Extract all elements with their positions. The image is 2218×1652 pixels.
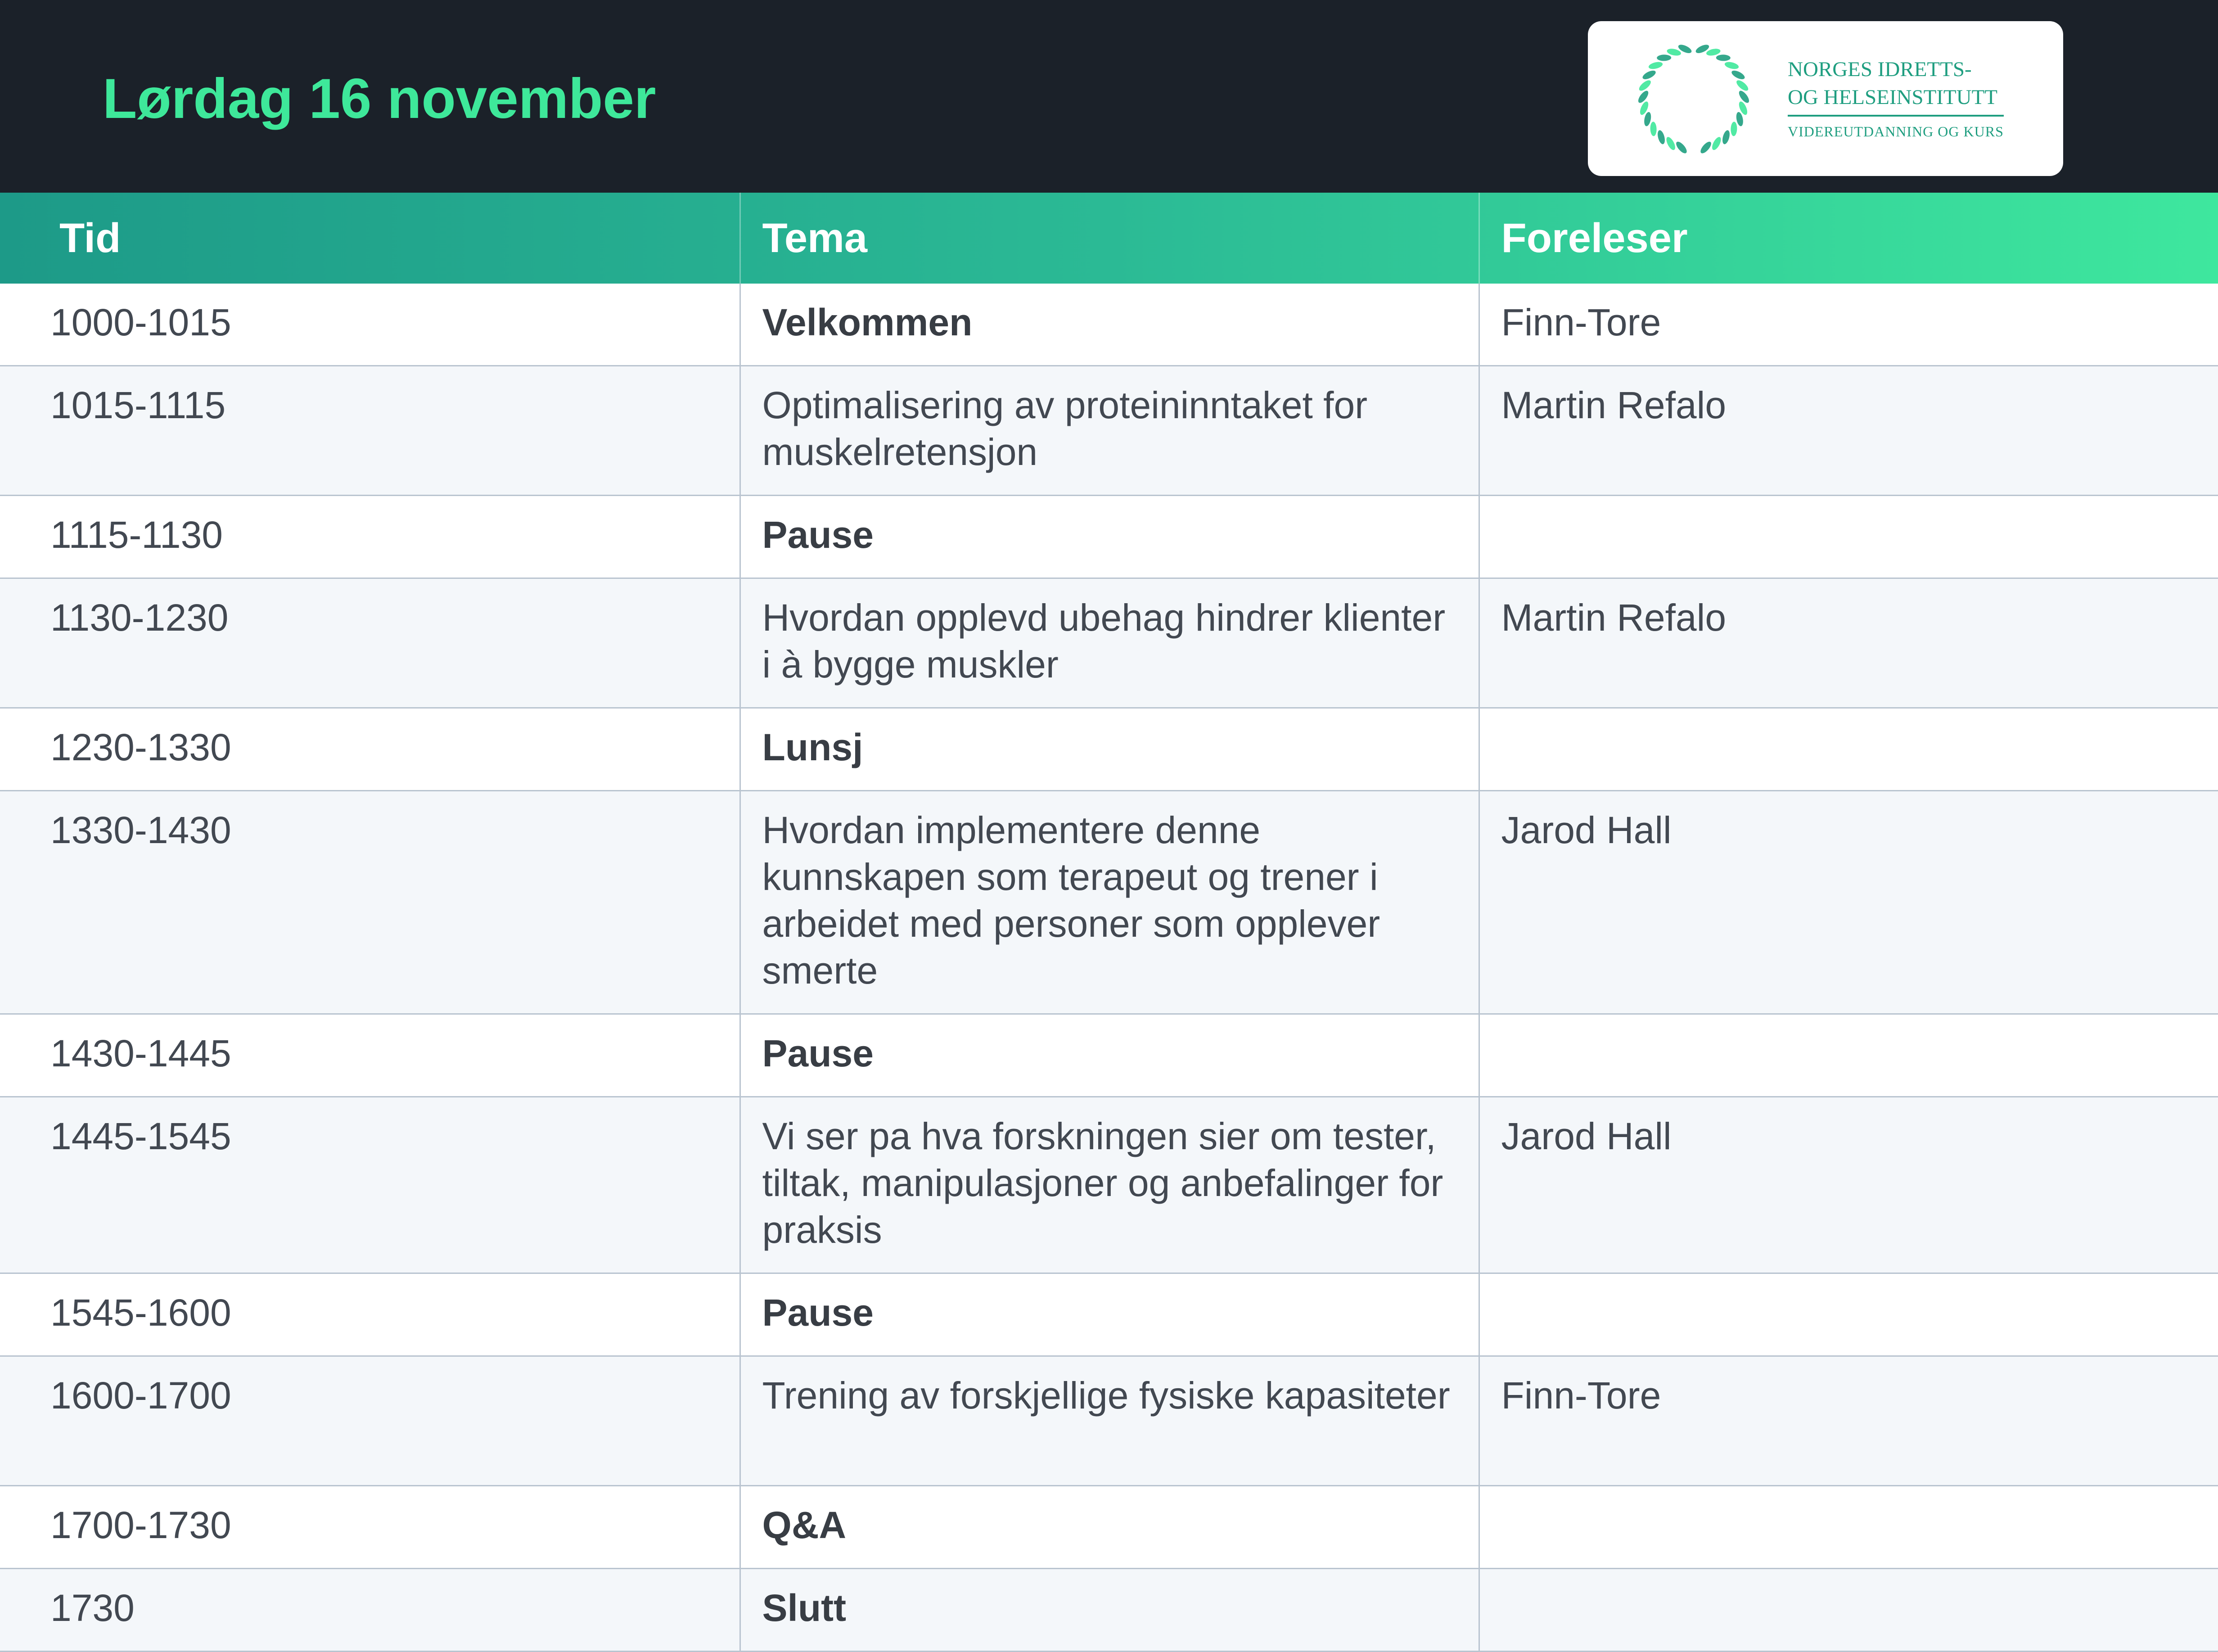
table-row: [0, 1097, 2218, 1273]
cell-tema: Pause: [740, 495, 1479, 578]
logo-line1: NORGES IDRETTS-: [1788, 58, 1972, 81]
cell-tema: Lunsj: [740, 708, 1479, 790]
cell-foreleser: Jarod Hall: [1479, 1097, 2218, 1273]
cell-tema: Q&A: [740, 1485, 1479, 1568]
cell-tid: 1330-1430: [0, 790, 740, 1014]
cell-foreleser: Finn-Tore: [1479, 1356, 2218, 1485]
cell-foreleser: Martin Refalo: [1479, 578, 2218, 708]
table-row: [0, 284, 2218, 366]
table-row: [0, 578, 2218, 708]
cell-tema: Pause: [740, 1273, 1479, 1356]
cell-tid: 1115-1130: [0, 495, 740, 578]
cell-foreleser: [1479, 1485, 2218, 1568]
cell-foreleser: Jarod Hall: [1479, 790, 2218, 1014]
table-row: [0, 366, 2218, 495]
cell-tid: 1730: [0, 1568, 740, 1651]
cell-tema: Vi ser pa hva forskningen sier om tester, tiltak, manipulasjoner og anbefalinger for praksis: [740, 1097, 1479, 1273]
column-header-tema: Tema: [740, 193, 1479, 284]
table-row: [0, 495, 2218, 578]
cell-tid: 1600-1700: [0, 1356, 740, 1485]
cell-foreleser: Finn-Tore: [1479, 284, 2218, 366]
schedule-table: [0, 193, 2218, 1652]
cell-tema: Trening av forskjellige fysiske kapasiteter: [740, 1356, 1479, 1485]
cell-foreleser: [1479, 1014, 2218, 1097]
column-header-tid: Tid: [0, 193, 740, 284]
table-row: [0, 790, 2218, 1014]
table-row: [0, 1568, 2218, 1651]
cell-tid: 1130-1230: [0, 578, 740, 708]
table-row: [0, 1356, 2218, 1485]
table-row: [0, 1273, 2218, 1356]
cell-tid: 1430-1445: [0, 1014, 740, 1097]
cell-tid: 1000-1015: [0, 284, 740, 366]
cell-tema: Velkommen: [740, 284, 1479, 366]
column-header-foreleser: Foreleser: [1501, 215, 1688, 261]
logo-line2: OG HELSEINSTITUTT: [1788, 83, 2004, 117]
cell-tid: 1545-1600: [0, 1273, 740, 1356]
cell-tid: 1230-1330: [0, 708, 740, 790]
table-row: [0, 1485, 2218, 1568]
cell-tema: Slutt: [740, 1568, 1479, 1651]
cell-tema: Hvordan opplevd ubehag hindrer klienter i à bygge muskler: [740, 578, 1479, 708]
cell-foreleser: [1479, 1568, 2218, 1651]
cell-tid: 1445-1545: [0, 1097, 740, 1273]
cell-foreleser: Martin Refalo: [1479, 366, 2218, 495]
cell-tema: Pause: [740, 1014, 1479, 1097]
cell-foreleser: [1479, 708, 2218, 790]
logo: [1588, 21, 2063, 176]
cell-foreleser: [1479, 1273, 2218, 1356]
page-title: Lørdag 16 november: [103, 68, 656, 130]
cell-tid: 1700-1730: [0, 1485, 740, 1568]
cell-foreleser: [1479, 495, 2218, 578]
table-row: [0, 1014, 2218, 1097]
cell-tid: 1015-1115: [0, 366, 740, 495]
table-header-row: [0, 193, 2218, 284]
cell-tema: Hvordan implementere denne kunnskapen som terapeut og trener i arbeidet med personer som opplever smerte: [740, 790, 1479, 1014]
laurel-wreath-icon: [1628, 39, 1759, 158]
cell-tema: Optimalisering av proteininntaket for muskelretensjon: [740, 366, 1479, 495]
logo-line3: VIDEREUTDANNING OG KURS: [1788, 123, 2004, 140]
table-row: [0, 708, 2218, 790]
